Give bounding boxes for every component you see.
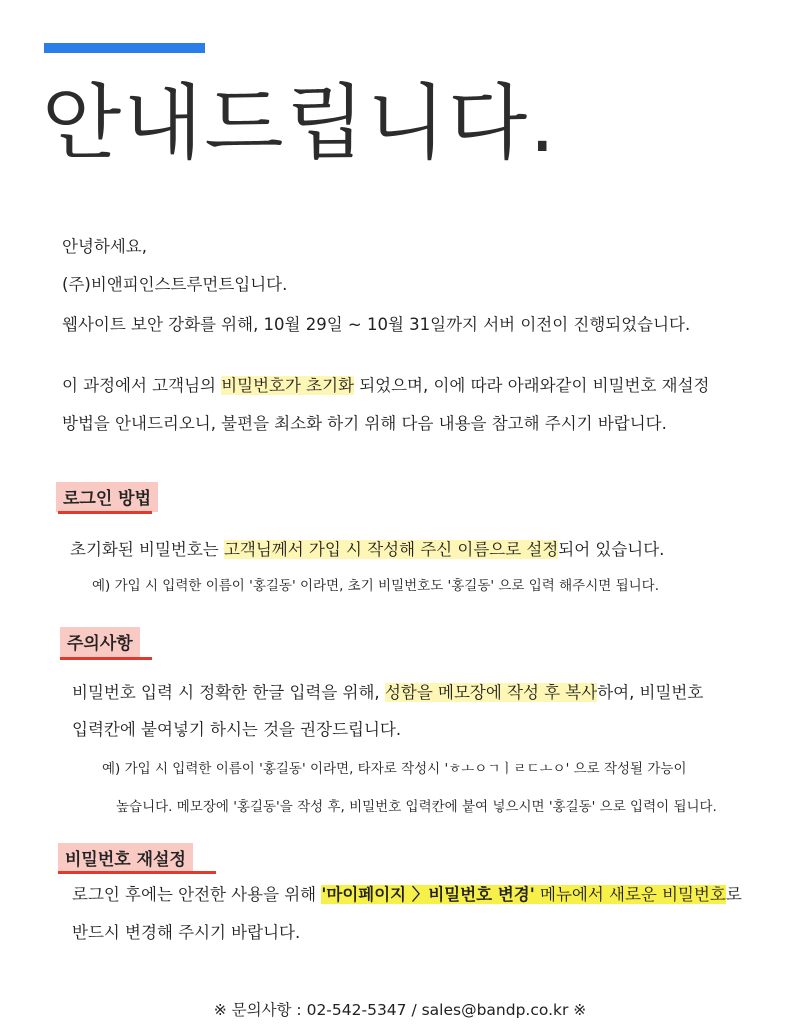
- reset-notice-line2: 방법을 안내드리오니, 불편을 최소화 하기 위해 다음 내용을 참고해 주시기 바랍니다.: [62, 414, 667, 433]
- caution-line2: 입력칸에 붙여넣기 하시는 것을 권장드립니다.: [72, 720, 402, 739]
- migration-notice: 웹사이트 보안 강화를 위해, 10월 29일 ~ 10월 31일까지 서버 이전이 진행되었습니다.: [62, 315, 691, 334]
- contact-footer: ※ 문의사항 : 02-542-5347 / sales@bandp.co.kr ※: [213, 1001, 587, 1019]
- reset-heading-underline: [58, 871, 216, 874]
- caution-heading-underline: [60, 657, 152, 660]
- mypage-menu-path: '마이페이지 〉비밀번호 변경': [321, 885, 535, 904]
- reset-notice-text: 이 과정에서 고객님의: [62, 376, 222, 395]
- reset-line2: 반드시 변경해 주시기 바랍니다.: [72, 923, 301, 942]
- login-heading-underline: [58, 511, 152, 514]
- login-line1: [70, 536, 664, 560]
- login-text: 초기화된 비밀번호는: [70, 540, 224, 559]
- login-highlight: 고객님께서 가입 시 작성해 주신 이름으로 설정: [223, 540, 559, 559]
- reset-notice-text-end: 되었으며, 이에 따라 아래와같이 비밀번호 재설정: [353, 376, 710, 395]
- reset-line1: [72, 881, 742, 905]
- caution-text: 비밀번호 입력 시 정확한 한글 입력을 위해,: [72, 683, 385, 702]
- caution-example1: 예) 가입 시 입력한 이름이 '홍길동' 이라면, 타자로 작성시 'ㅎㅗㅇㄱㅣㄹㄷㅗㅇ' 으로 작성될 가능이: [102, 761, 687, 777]
- caution-text-end: 하여, 비밀번호: [597, 683, 704, 702]
- login-example: 예) 가입 시 입력한 이름이 '홍길동' 이라면, 초기 비밀번호도 '홍길동' 으로 입력 해주시면 됩니다.: [92, 578, 659, 594]
- reset-notice-line1: [62, 372, 709, 396]
- password-reset-highlight: 비밀번호가 초기화: [221, 376, 354, 395]
- company-intro: (주)비앤피인스트루먼트입니다.: [62, 275, 288, 294]
- page-title: 안내드립니다.: [42, 76, 558, 171]
- reset-text: 로그인 후에는 안전한 사용을 위해: [72, 885, 322, 904]
- reset-highlight: 메뉴에서 새로운 비밀번호: [534, 885, 726, 904]
- reset-text-end: 로: [725, 885, 742, 904]
- caution-heading: 주의사항: [60, 627, 140, 657]
- reset-heading: 비밀번호 재설정: [58, 843, 193, 873]
- greeting: 안녕하세요,: [62, 237, 147, 256]
- accent-bar: [44, 43, 205, 53]
- caution-example2: 높습니다. 메모장에 '홍길동'을 작성 후, 비밀번호 입력칸에 붙여 넣으시면 '홍길동' 으로 입력이 됩니다.: [116, 799, 717, 815]
- caution-highlight: 성함을 메모장에 작성 후 복사: [384, 683, 598, 702]
- caution-line1: [72, 679, 703, 703]
- login-heading: 로그인 방법: [56, 482, 158, 512]
- login-text-end: 되어 있습니다.: [558, 540, 665, 559]
